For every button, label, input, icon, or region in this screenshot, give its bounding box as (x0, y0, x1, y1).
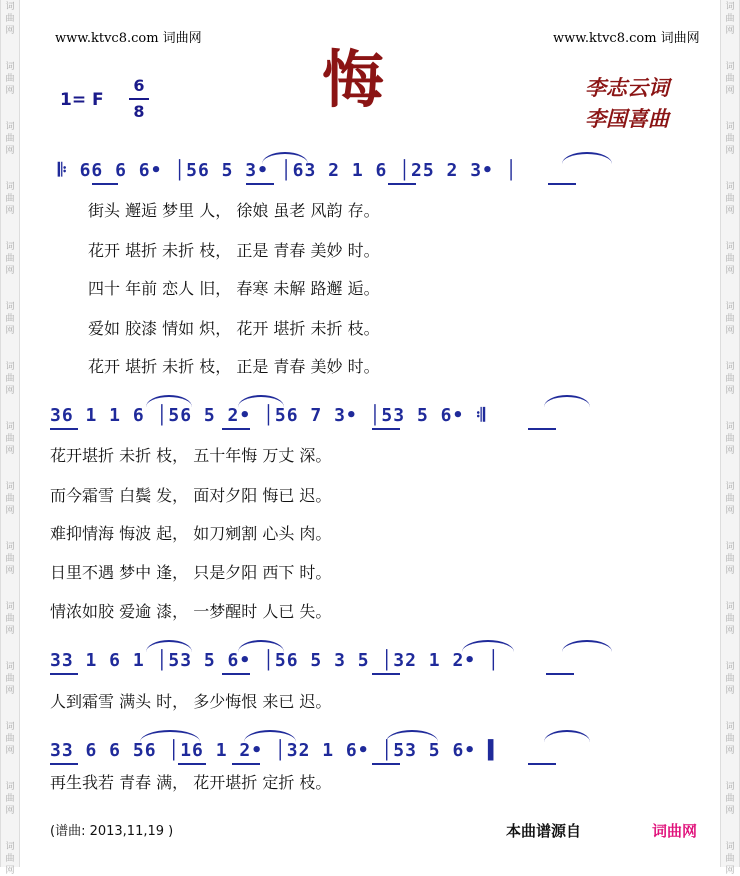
watermark-char: 网 (725, 566, 735, 576)
watermark-char: 曲 (725, 614, 735, 624)
lyric-verse: 再生我若 青春 满， 花开堪折 定折 枝。 (50, 773, 332, 792)
slur-arc (544, 730, 590, 742)
lyric-verse: 花开 堪折 未折 枝， 正是 青春 美妙 时。 (88, 357, 380, 376)
watermark-char: 词 (5, 842, 15, 852)
watermark-char: 词 (5, 542, 15, 552)
watermark-char: 词 (5, 242, 15, 252)
beam-underline (546, 673, 574, 675)
meter-bottom: 8 (133, 102, 145, 121)
watermark-char: 网 (725, 206, 735, 216)
watermark-char: 词 (725, 2, 735, 12)
key-signature: 1= F (60, 90, 104, 110)
watermark-url-left: www.ktvc8.com 词曲网 (55, 31, 202, 46)
watermark-char: 网 (5, 86, 15, 96)
slur-arc (140, 730, 200, 742)
watermark-url-right: www.ktvc8.com 词曲网 (553, 31, 700, 46)
slur-arc (238, 395, 284, 407)
watermark-char: 曲 (725, 194, 735, 204)
lyric-verse: 爱如 胶漆 情如 炽， 花开 堪折 未折 枝。 (88, 319, 380, 338)
watermark-char: 词 (725, 782, 735, 792)
watermark-char: 网 (725, 806, 735, 816)
watermark-char: 词 (5, 302, 15, 312)
watermark-char: 曲 (725, 74, 735, 84)
watermark-char: 曲 (5, 434, 15, 444)
watermark-char: 词 (5, 782, 15, 792)
beam-underline (372, 428, 400, 430)
notation-line-4: 33 6 6 56 │16 1 2• │32 1 6• │53 5 6• ▌ (50, 740, 500, 761)
watermark-char: 曲 (5, 194, 15, 204)
watermark-char: 曲 (725, 434, 735, 444)
watermark-char: 曲 (725, 674, 735, 684)
watermark-char: 网 (5, 806, 15, 816)
lyric-verse: 日里不遇 梦中 逢， 只是夕阳 西下 时。 (50, 563, 332, 582)
composition-date: (谱曲: 2013,11,19 ) (50, 824, 174, 839)
beam-underline (92, 183, 118, 185)
watermark-char: 词 (5, 2, 15, 12)
beam-underline (246, 183, 274, 185)
watermark-char: 网 (5, 26, 15, 36)
watermark-char: 词 (725, 302, 735, 312)
watermark-char: 曲 (5, 854, 15, 864)
beam-underline (222, 428, 250, 430)
watermark-char: 网 (725, 686, 735, 696)
watermark-char: 曲 (725, 254, 735, 264)
watermark-char: 词 (5, 122, 15, 132)
right-watermark-strip (720, 0, 740, 876)
lyric-verse: 而今霜雪 白鬓 发， 面对夕阳 悔已 迟。 (50, 486, 332, 505)
meter-bar (129, 98, 149, 100)
watermark-char: 词 (725, 242, 735, 252)
watermark-char: 网 (5, 326, 15, 336)
watermark-char: 网 (725, 26, 735, 36)
beam-underline (548, 183, 576, 185)
slur-arc (146, 395, 192, 407)
watermark-char: 网 (725, 86, 735, 96)
watermark-char: 曲 (5, 314, 15, 324)
watermark-char: 曲 (725, 494, 735, 504)
watermark-char: 网 (725, 746, 735, 756)
watermark-char: 网 (725, 446, 735, 456)
watermark-char: 网 (725, 326, 735, 336)
watermark-char: 网 (5, 746, 15, 756)
watermark-char: 曲 (725, 854, 735, 864)
notation-line-1: 𝄆 66 6 6• │56 5 3• │63 2 1 6 │25 2 3• │ (58, 160, 518, 181)
meter-top: 6 (133, 76, 145, 95)
watermark-char: 网 (725, 266, 735, 276)
watermark-char: 词 (725, 722, 735, 732)
watermark-char: 曲 (725, 554, 735, 564)
watermark-char: 网 (725, 146, 735, 156)
notation-line-2: 36 1 1 6 │56 5 2• │56 7 3• │53 5 6• 𝄇 (50, 405, 486, 426)
slur-arc (544, 395, 590, 407)
lyric-verse: 情浓如胶 爱逾 漆， 一梦醒时 人已 失。 (50, 602, 332, 621)
slur-arc (262, 152, 308, 164)
slur-arc (562, 640, 612, 652)
watermark-char: 网 (5, 506, 15, 516)
watermark-char: 曲 (5, 14, 15, 24)
notation-line-3: 33 1 6 1 │53 5 6• │56 5 3 5 │32 1 2• │ (50, 650, 500, 671)
watermark-char: 曲 (725, 314, 735, 324)
watermark-char: 词 (725, 62, 735, 72)
watermark-char: 词 (5, 362, 15, 372)
watermark-char: 曲 (5, 614, 15, 624)
lyric-verse: 四十 年前 恋人 旧， 春寒 未解 路邂 逅。 (88, 279, 380, 298)
beam-underline (178, 763, 206, 765)
watermark-char: 网 (5, 566, 15, 576)
watermark-char: 词 (5, 182, 15, 192)
watermark-char: 网 (5, 266, 15, 276)
watermark-char: 曲 (5, 734, 15, 744)
watermark-char: 词 (725, 482, 735, 492)
watermark-char: 词 (5, 662, 15, 672)
lyricist-credit: 李志云词 (585, 75, 669, 100)
beam-underline (372, 763, 400, 765)
watermark-char: 曲 (5, 494, 15, 504)
beam-underline (232, 763, 260, 765)
watermark-char: 网 (5, 686, 15, 696)
watermark-char: 词 (725, 122, 735, 132)
watermark-char: 网 (5, 146, 15, 156)
watermark-char: 词 (5, 422, 15, 432)
song-title: 悔 (322, 43, 385, 116)
watermark-char: 曲 (5, 674, 15, 684)
watermark-char: 网 (725, 386, 735, 396)
watermark-char: 词 (725, 182, 735, 192)
watermark-char: 词 (5, 722, 15, 732)
watermark-char: 词 (725, 662, 735, 672)
watermark-char: 网 (5, 386, 15, 396)
beam-underline (222, 673, 250, 675)
watermark-char: 曲 (725, 374, 735, 384)
slur-arc (146, 640, 192, 652)
watermark-char: 词 (725, 422, 735, 432)
watermark-char: 网 (725, 866, 735, 876)
watermark-char: 网 (5, 866, 15, 876)
source-site: 词曲网 (652, 822, 698, 840)
watermark-char: 词 (725, 842, 735, 852)
composer-credit: 李国喜曲 (585, 106, 669, 131)
slur-arc (244, 730, 296, 742)
slur-arc (462, 640, 514, 652)
slur-arc (562, 152, 612, 164)
watermark-char: 词 (5, 62, 15, 72)
watermark-char: 词 (725, 602, 735, 612)
lyric-verse: 花开堪折 未折 枝， 五十年悔 万丈 深。 (50, 446, 332, 465)
beam-underline (388, 183, 416, 185)
watermark-char: 曲 (725, 794, 735, 804)
lyric-verse: 街头 邂逅 梦里 人， 徐娘 虽老 风韵 存。 (88, 201, 380, 220)
watermark-char: 曲 (5, 74, 15, 84)
source-label: 本曲谱源自 (506, 822, 582, 840)
watermark-char: 曲 (725, 734, 735, 744)
watermark-char: 词 (725, 362, 735, 372)
time-signature (129, 76, 149, 122)
beam-underline (372, 673, 400, 675)
watermark-char: 网 (5, 446, 15, 456)
lyric-verse: 人到霜雪 满头 时， 多少悔恨 来已 迟。 (50, 692, 332, 711)
beam-underline (528, 428, 556, 430)
watermark-char: 词 (5, 602, 15, 612)
watermark-char: 曲 (725, 14, 735, 24)
beam-underline (50, 428, 78, 430)
watermark-char: 网 (725, 626, 735, 636)
left-watermark-strip (0, 0, 20, 876)
beam-underline (50, 673, 78, 675)
lyric-verse: 难抑情海 悔波 起， 如刀剜割 心头 肉。 (50, 524, 332, 543)
watermark-char: 网 (5, 626, 15, 636)
watermark-char: 曲 (5, 794, 15, 804)
watermark-char: 曲 (5, 374, 15, 384)
watermark-char: 网 (725, 506, 735, 516)
watermark-char: 词 (725, 542, 735, 552)
watermark-char: 曲 (725, 134, 735, 144)
watermark-char: 曲 (5, 554, 15, 564)
watermark-char: 词 (5, 482, 15, 492)
lyric-verse: 花开 堪折 未折 枝， 正是 青春 美妙 时。 (88, 241, 380, 260)
watermark-char: 曲 (5, 134, 15, 144)
watermark-char: 网 (5, 206, 15, 216)
slur-arc (386, 730, 438, 742)
beam-underline (50, 763, 78, 765)
beam-underline (528, 763, 556, 765)
slur-arc (238, 640, 284, 652)
watermark-char: 曲 (5, 254, 15, 264)
